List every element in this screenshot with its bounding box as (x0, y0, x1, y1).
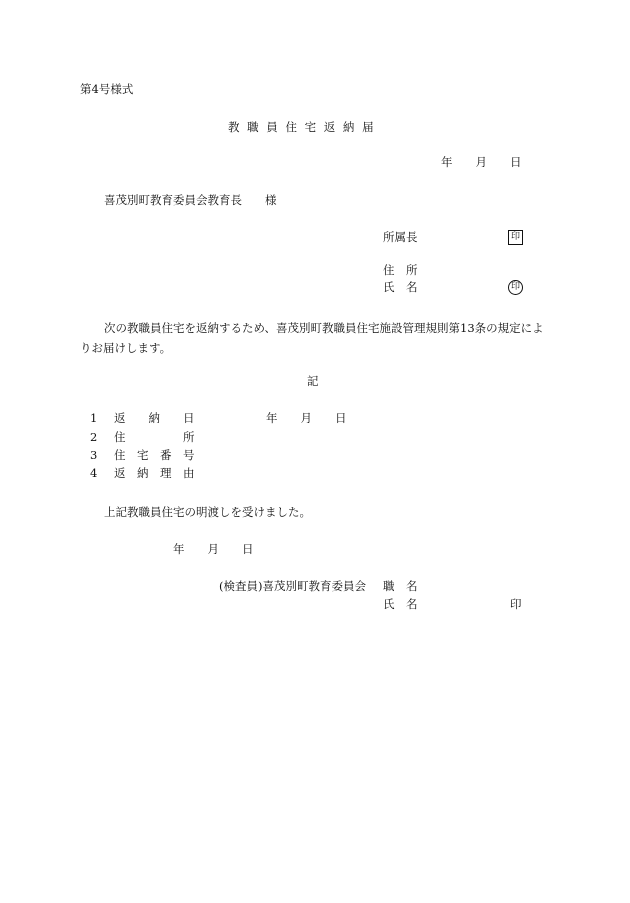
body-paragraph (80, 318, 550, 358)
submission-date: 年 月 日 (441, 155, 522, 169)
item-number: 4 (90, 466, 98, 480)
seal-square-icon: 印 (508, 230, 523, 245)
inspector-seal: 印 (510, 597, 522, 611)
item-number: 3 (90, 448, 98, 462)
item-value: 年 月 日 (266, 411, 347, 425)
item-label: 返 納 理 由 (114, 466, 195, 480)
ki-heading: 記 (307, 374, 319, 388)
receipt-date: 年 月 日 (173, 542, 254, 556)
inspector-position-label: 職 名 (383, 579, 418, 593)
address-label: 住 所 (383, 263, 418, 277)
name-label: 氏 名 (383, 280, 418, 294)
inspector-org: (検査員)喜茂別町教育委員会 (219, 579, 366, 593)
form-number: 第4号様式 (80, 82, 134, 96)
addressee: 喜茂別町教育委員会教育長 様 (104, 193, 277, 207)
receipt-text: 上記教職員住宅の明渡しを受けました。 (104, 505, 311, 519)
seal-circle-icon: 印 (508, 280, 523, 295)
document-title: 教 職 員 住 宅 返 納 届 (228, 120, 374, 134)
inspector-name-label: 氏 名 (383, 597, 418, 611)
item-label: 住 所 (114, 430, 195, 444)
item-number: 1 (90, 411, 98, 425)
affiliation-head-label: 所属長 (383, 230, 418, 244)
item-label: 住 宅 番 号 (114, 448, 195, 462)
item-number: 2 (90, 430, 98, 444)
item-label: 返 納 日 (114, 411, 195, 425)
body-paragraph-text: 次の教職員住宅を返納するため、喜茂別町教職員住宅施設管理規則第13条の規定によりお届けします。 (80, 321, 544, 355)
